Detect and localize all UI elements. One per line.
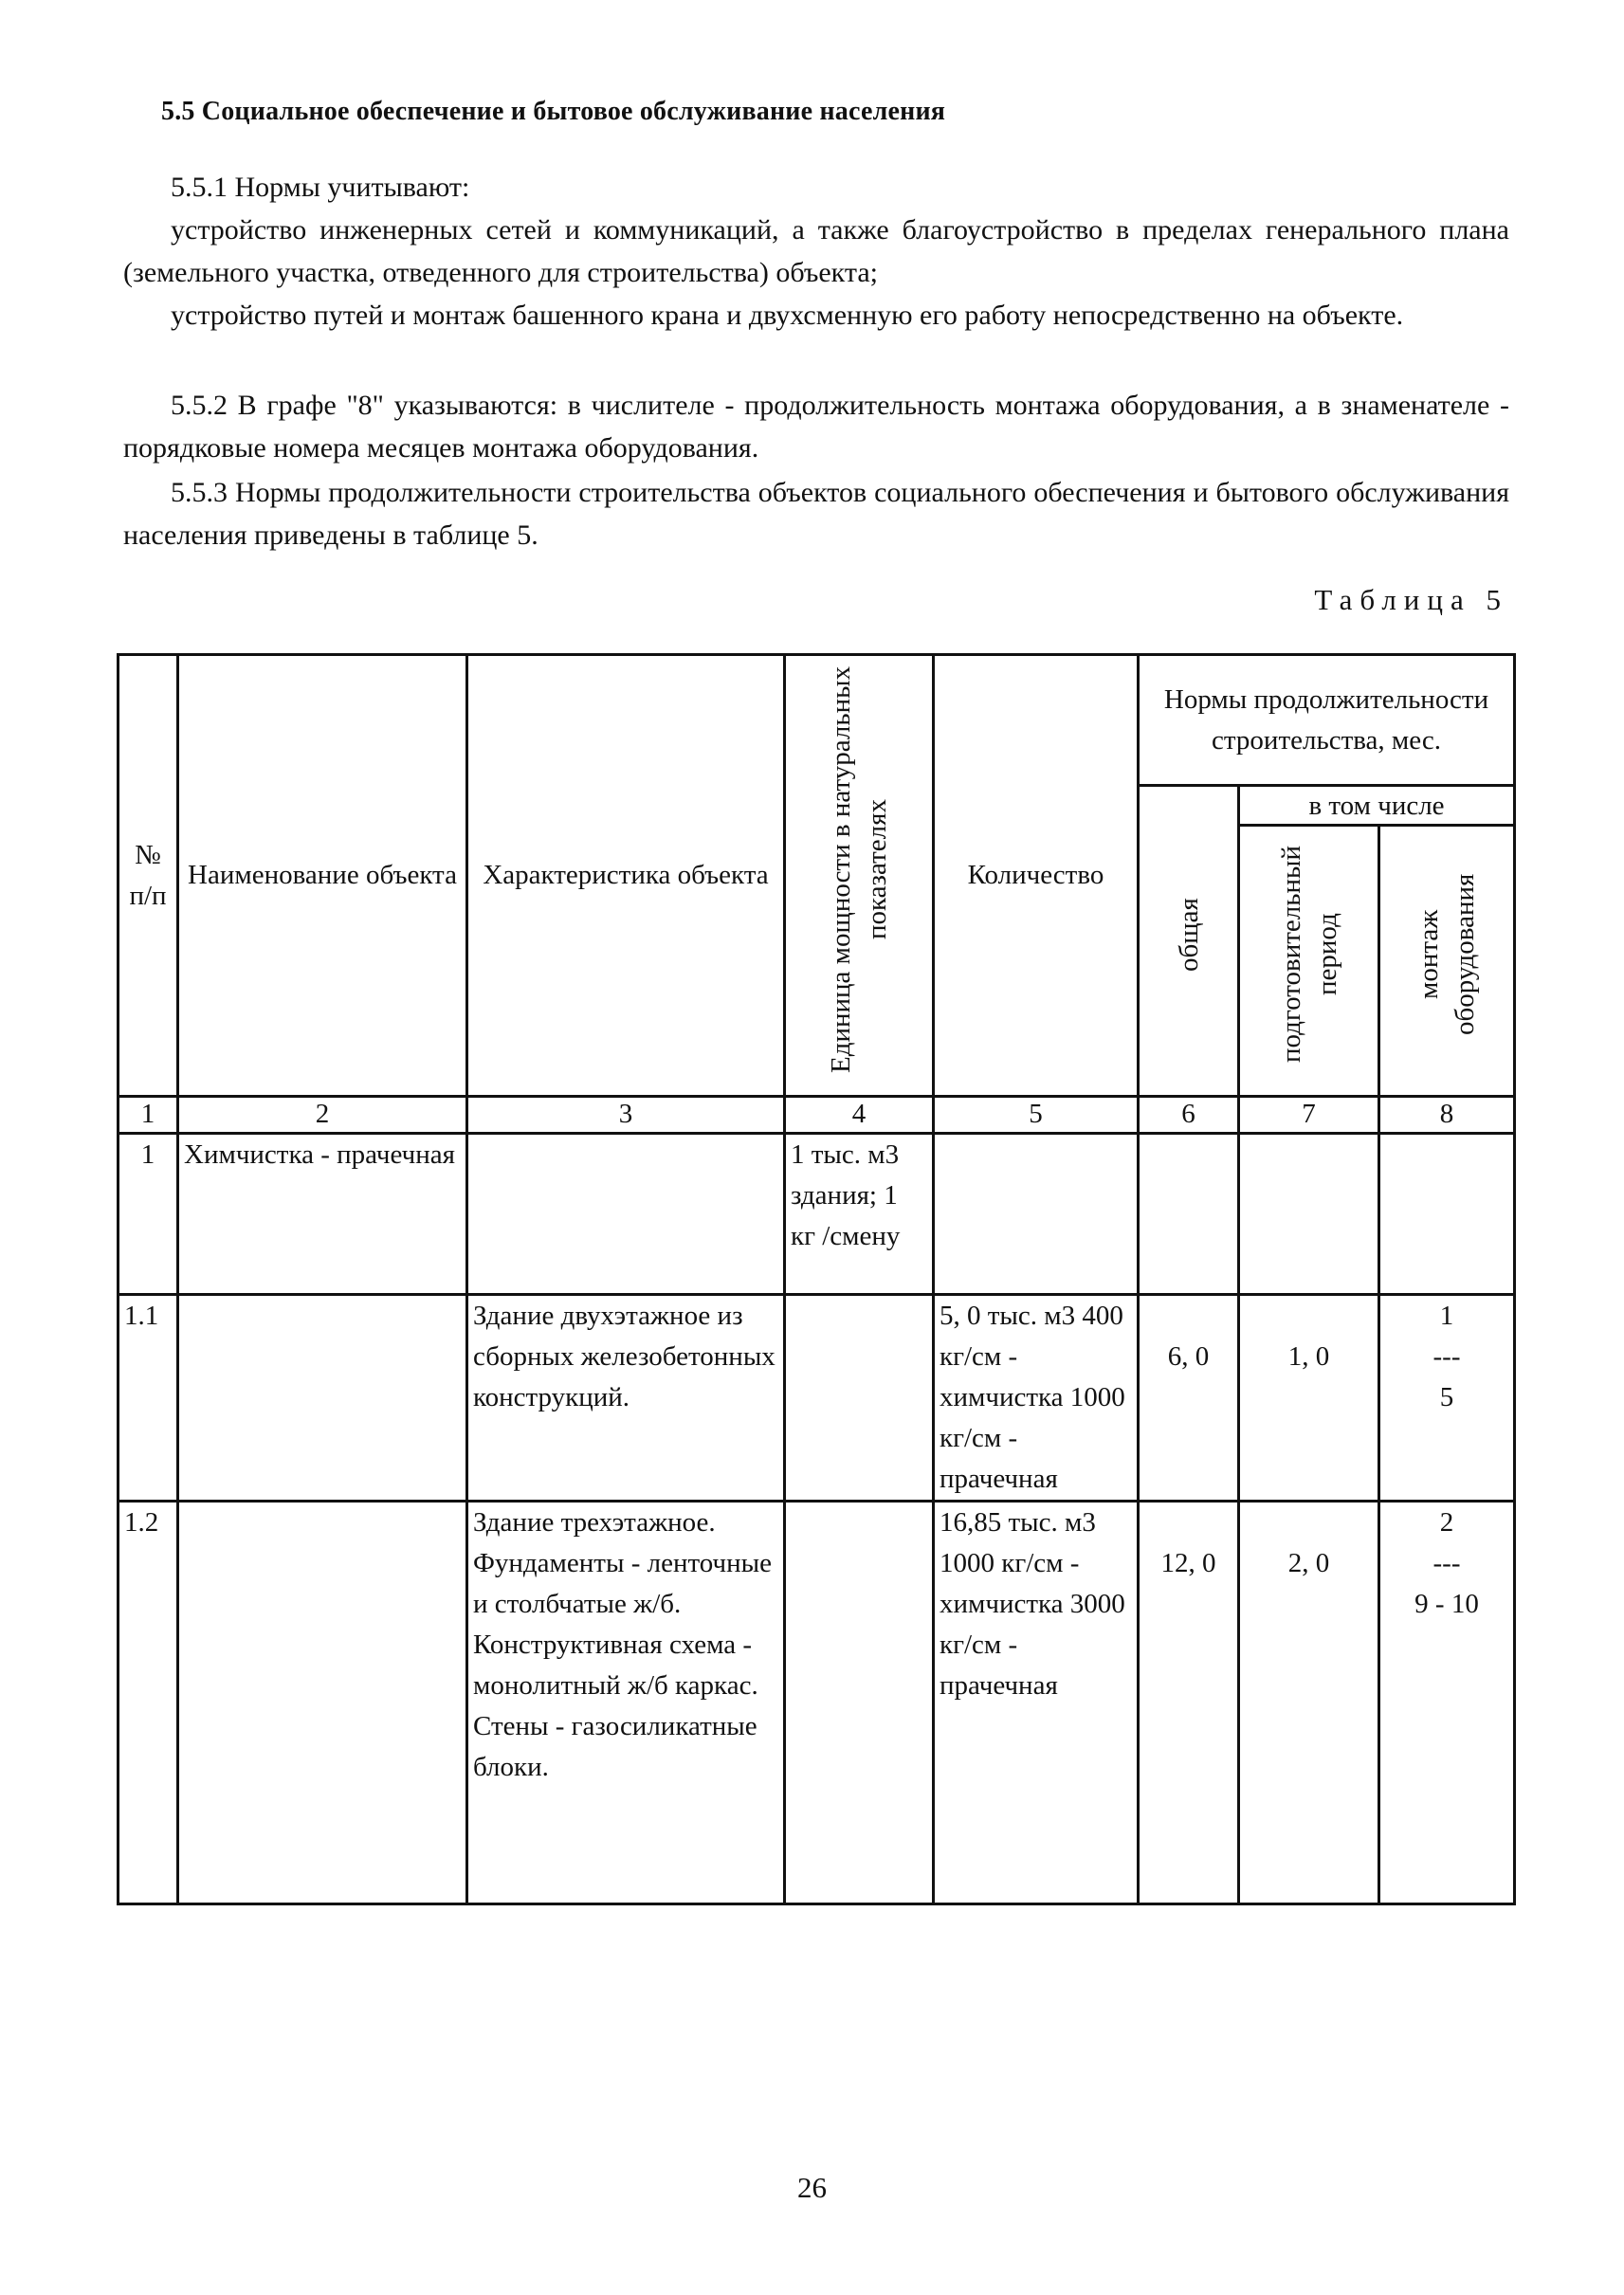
cell-prep: 2, 0 [1239, 1502, 1379, 1904]
cell-no: 1 [119, 1134, 178, 1295]
column-number: 3 [467, 1097, 785, 1134]
paragraph-text: 5.5.2 В графе "8" указываются: в числителе - продолжительность монтажа оборудования, а в знаменателе - порядковые номера месяцев монтажа оборудования. [123, 390, 1509, 464]
paragraph-5-5-1-item2 [123, 294, 1509, 337]
fraction-bar: --- [1432, 1548, 1461, 1578]
cell-install [1379, 1295, 1515, 1502]
header-unit-text: Единица мощности в натуральных показателях [826, 665, 892, 1073]
column-number-row [119, 1097, 1515, 1134]
paragraph-text: 5.5.3 Нормы продолжительности строительства объектов социального обеспечения и бытового обслуживания населения приведены в таблице 5. [123, 477, 1509, 551]
table-5 [117, 653, 1516, 1905]
cell-total: 12, 0 [1139, 1502, 1239, 1904]
install-denominator: 5 [1439, 1382, 1454, 1412]
cell-no: 1.1 [119, 1295, 178, 1502]
column-number: 2 [178, 1097, 467, 1134]
cell-total: 6, 0 [1139, 1295, 1239, 1502]
cell-prep: 1, 0 [1239, 1295, 1379, 1502]
header-prep [1239, 826, 1379, 1097]
header-norms: Нормы продолжительности строительства, мес. [1139, 655, 1515, 786]
cell-unit [785, 1295, 934, 1502]
table-row [119, 1502, 1515, 1904]
cell-install [1379, 1134, 1515, 1295]
paragraph-text: устройство инженерных сетей и коммуникаций, а также благоустройство в пределах генерального плана (земельного участка, отведенного для строительства) объекта; [123, 214, 1509, 288]
cell-total [1139, 1134, 1239, 1295]
header-characteristic: Характеристика объекта [467, 655, 785, 1097]
install-denominator: 9 - 10 [1414, 1589, 1479, 1619]
section-heading: 5.5 Социальное обеспечение и бытовое обслуживание населения [161, 97, 946, 126]
column-number: 6 [1139, 1097, 1239, 1134]
cell-prep [1239, 1134, 1379, 1295]
header-prep-text: подготовительный период [1275, 846, 1342, 1064]
paragraph-5-5-3 [123, 471, 1509, 556]
column-number: 1 [119, 1097, 178, 1134]
cell-name [178, 1295, 467, 1502]
header-including: в том числе [1239, 786, 1515, 826]
install-numerator: 1 [1439, 1301, 1454, 1331]
cell-characteristic: Здание двухэтажное из сборных железобетонных конструкций. [467, 1295, 785, 1502]
header-name: Наименование объекта [178, 655, 467, 1097]
paragraph-text: устройство путей и монтаж башенного крана и двухсменную его работу непосредственно на объекте. [171, 300, 1404, 331]
cell-no: 1.2 [119, 1502, 178, 1904]
cell-name [178, 1502, 467, 1904]
header-total-text: общая [1173, 898, 1204, 972]
paragraph-5-5-1-lead [123, 166, 1509, 209]
cell-unit [785, 1502, 934, 1904]
paragraph-5-5-2 [123, 384, 1509, 469]
column-number: 5 [934, 1097, 1139, 1134]
cell-install [1379, 1502, 1515, 1904]
column-number: 4 [785, 1097, 934, 1134]
cell-characteristic: Здание трехэтажное. Фундаменты - ленточные и столбчатые ж/б. Конструктивная схема - монолитный ж/б каркас. Стены - газосиликатные блоки. [467, 1502, 785, 1904]
table-caption: Таблица 5 [1314, 583, 1508, 616]
header-no: № п/п [119, 655, 178, 1097]
table-row [119, 1134, 1515, 1295]
paragraph-text: 5.5.1 Нормы учитывают: [171, 172, 470, 203]
header-install [1379, 826, 1515, 1097]
cell-quantity: 16,85 тыс. м3 1000 кг/см - химчистка 3000 кг/см - прачечная [934, 1502, 1139, 1904]
column-number: 8 [1379, 1097, 1515, 1134]
header-install-text: монтаж оборудования [1414, 873, 1481, 1036]
paragraph-5-5-1-item1 [123, 209, 1509, 294]
install-numerator: 2 [1439, 1507, 1454, 1538]
cell-name: Химчистка - прачечная [178, 1134, 467, 1295]
cell-quantity: 5, 0 тыс. м3 400 кг/см - химчистка 1000 кг/см - прачечная [934, 1295, 1139, 1502]
header-unit [785, 655, 934, 1097]
cell-unit: 1 тыс. м3 здания; 1 кг /смену [785, 1134, 934, 1295]
header-quantity: Количество [934, 655, 1139, 1097]
table-row [119, 1295, 1515, 1502]
header-total [1139, 786, 1239, 1097]
page-number: 26 [797, 2171, 827, 2204]
cell-characteristic [467, 1134, 785, 1295]
column-number: 7 [1239, 1097, 1379, 1134]
fraction-bar: --- [1432, 1341, 1461, 1372]
cell-quantity [934, 1134, 1139, 1295]
